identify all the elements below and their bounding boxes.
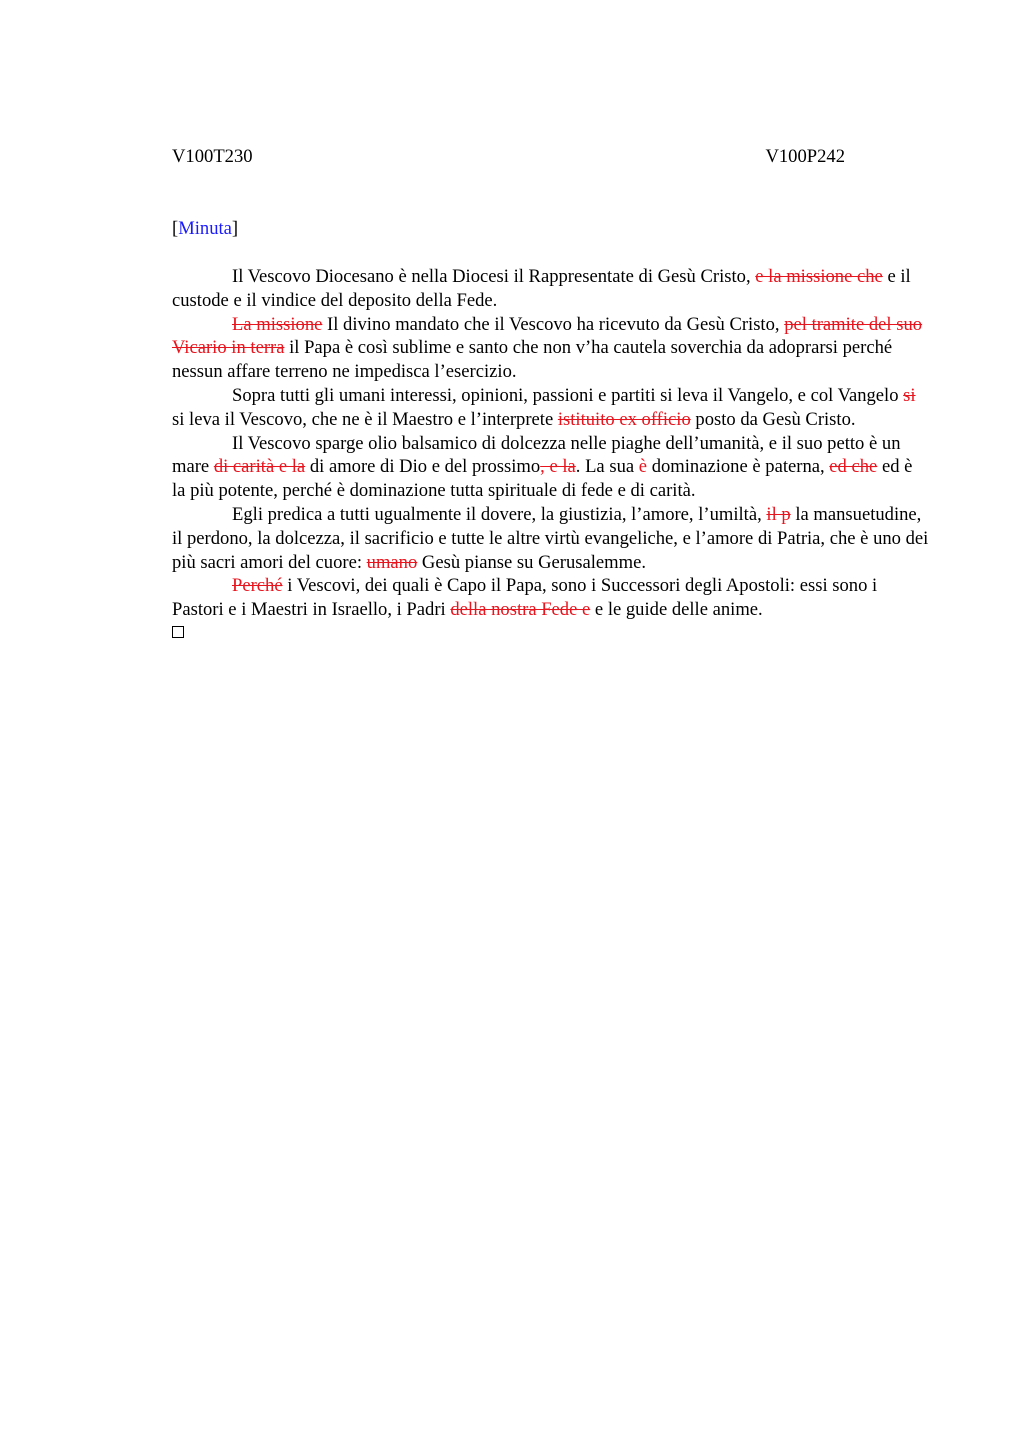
text-run: posto da Gesù Cristo. xyxy=(690,408,856,430)
text-run: il Papa è così sublime e santo che non v’ha cautela soverchia da adoprarsi perché nessun affare terreno ne impedisca l’esercizio. xyxy=(172,337,893,383)
text-run: ed è la più potente, perché è dominazione tutta spirituale di fede e di carità. xyxy=(172,456,913,502)
deleted-text: si xyxy=(903,384,916,406)
header-left-code: V100T230 xyxy=(172,146,253,167)
text-run: e le guide delle anime. xyxy=(590,599,763,621)
deleted-text: , e la xyxy=(540,456,576,478)
deleted-text: istituito ex officio xyxy=(557,408,691,430)
paragraph-2 xyxy=(172,313,930,384)
deleted-text: e la missione che xyxy=(755,266,883,287)
deleted-text: di carità e la xyxy=(213,456,306,478)
end-mark-box xyxy=(172,626,184,638)
text-run: e il custode e il vindice del deposito della Fede. xyxy=(172,266,911,311)
text-run: di amore di Dio e del prossimo xyxy=(305,456,541,478)
text-run: Il Vescovo sparge olio balsamico di dolcezza nelle piaghe dell’umanità, e il suo petto è un mare xyxy=(172,432,901,478)
page-header xyxy=(172,145,845,171)
text-run: si leva il Vescovo, che ne è il Maestro e l’interprete xyxy=(172,408,558,430)
paragraph-6 xyxy=(172,574,930,622)
paragraph-1 xyxy=(172,265,930,313)
text-run: Il Vescovo Diocesano è nella Diocesi il Rappresentate di Gesù Cristo, xyxy=(232,266,756,287)
paragraph-4 xyxy=(172,432,930,503)
document-body xyxy=(172,265,930,638)
deleted-text: umano xyxy=(366,551,418,573)
deleted-text: ed che xyxy=(829,456,878,478)
deleted-text: Perché xyxy=(232,575,283,597)
text-run: Sopra tutti gli umani interessi, opinioni, passioni e partiti si leva il Vangelo, e col Vangelo xyxy=(232,384,904,406)
text-run: dominazione è paterna, xyxy=(647,456,830,478)
paragraph-3 xyxy=(172,384,930,432)
minuta-label xyxy=(172,217,238,241)
deleted-text: della nostra Fede e xyxy=(450,599,591,621)
text-run: la mansuetudine, il perdono, la dolcezza, il sacrificio e tutte le altre virtù evangeliche, e l’amore di Patria, che è uno dei più sacri amori del cuore: xyxy=(172,503,929,573)
deleted-text: il p xyxy=(766,503,791,525)
paragraph-5 xyxy=(172,503,930,574)
inserted-text: è xyxy=(638,456,648,478)
text-run: Gesù pianse su Gerusalemme. xyxy=(417,551,647,573)
text-run: Egli predica a tutti ugualmente il dovere, la giustizia, l’amore, l’umiltà, xyxy=(232,503,767,525)
header-right-code: V100P242 xyxy=(765,146,845,167)
minuta-link[interactable]: Minuta xyxy=(178,218,232,239)
text-run: i Vescovi, dei quali è Capo il Papa, sono i Successori degli Apostoli: essi sono i Pastori e i Maestri in Israello, i Padri xyxy=(172,575,878,621)
text-run: . La sua xyxy=(575,456,639,478)
minuta-close-bracket: ] xyxy=(231,218,239,239)
minuta-open-bracket: [ xyxy=(172,218,179,239)
deleted-text: pel tramite del suo Vicario in terra xyxy=(172,313,923,359)
text-run: Il divino mandato che il Vescovo ha ricevuto da Gesù Cristo, xyxy=(322,313,785,335)
deleted-text: La missione xyxy=(232,313,323,335)
